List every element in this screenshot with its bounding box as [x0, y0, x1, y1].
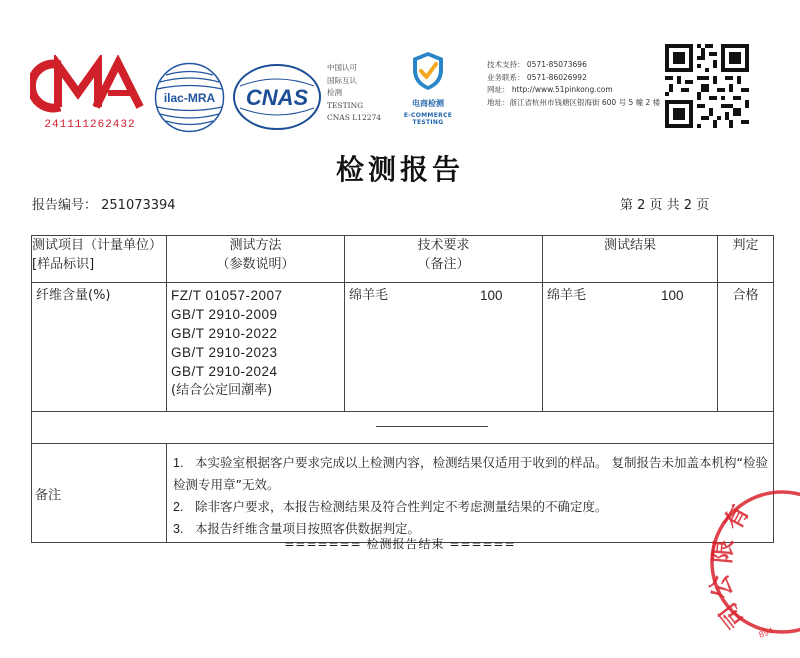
header-requirement — [345, 236, 543, 283]
cell-requirement — [345, 283, 543, 412]
company-seal-icon — [700, 480, 800, 650]
requirement-content — [345, 283, 542, 308]
requirement-fiber-name: 绵羊毛 — [349, 288, 389, 303]
method-note: (结合公定回潮率) — [171, 383, 273, 398]
header-requirement-line2: （备注） — [417, 257, 470, 272]
page-info: 第 2 页 共 2 页 — [620, 198, 710, 213]
method-item: GB/T 2910-2024 — [171, 364, 278, 379]
test-item-text: 纤维含量(%) — [36, 288, 111, 303]
svg-text:公: 公 — [703, 571, 738, 602]
cell-test-item — [32, 283, 167, 412]
header-requirement-line1: 技术要求 — [417, 238, 470, 253]
svg-text:有: 有 — [717, 500, 755, 535]
notes-label: 备注 — [32, 444, 167, 543]
note-item — [173, 496, 769, 518]
cell-result — [543, 283, 718, 412]
result-content — [543, 283, 717, 308]
report-title: 检测报告 — [335, 153, 464, 186]
header-test-item-line2: [样品标识] — [32, 257, 95, 272]
table-header-row — [32, 236, 774, 283]
method-list — [167, 283, 344, 403]
header-test-method — [167, 236, 345, 283]
shield-check-icon — [410, 50, 446, 92]
note-number: 2. — [173, 500, 184, 514]
header-conclusion: 判定 — [718, 236, 774, 283]
website-line: 网址： http://www.51pinkong.com — [487, 85, 613, 94]
cma-number: 241111262432 — [44, 119, 136, 131]
test-results-table — [31, 235, 774, 543]
note-text: 本报告纤维含量项目按照客供数据判定。 — [195, 521, 421, 536]
notes-cell — [167, 444, 774, 543]
notes-row — [32, 444, 774, 543]
method-item: GB/T 2910-2023 — [171, 345, 278, 360]
table-row — [32, 283, 774, 412]
svg-text:894: 894 — [757, 625, 775, 640]
method-item: FZ/T 01057-2007 — [171, 288, 283, 303]
header-test-method-line2: （参数说明） — [216, 257, 295, 272]
report-end-marker: ======= 检测报告结束 ====== — [284, 537, 516, 551]
result-pair — [547, 286, 713, 305]
requirement-pair — [349, 286, 538, 305]
business-contact-line: 业务联系： 0571-86026992 — [487, 72, 587, 82]
separator-cell — [32, 412, 774, 444]
svg-text:限: 限 — [707, 538, 739, 565]
cma-mark-icon — [30, 55, 150, 117]
svg-text:司: 司 — [713, 597, 751, 635]
result-fiber-name: 绵羊毛 — [547, 288, 587, 303]
note-item — [173, 452, 769, 496]
note-text: 本实验室根据客户要求完成以上检测内容，检测结果仅适用于收到的样品。 复制报告未加盖本机构“检验检测专用章”无效。 — [173, 455, 768, 492]
report-number: 报告编号： 251073394 — [32, 198, 176, 213]
ecommerce-testing-en: E-COMMERCE TESTING — [403, 112, 453, 126]
qr-code-icon — [665, 44, 749, 128]
contact-info — [487, 59, 667, 109]
ecommerce-testing-cn: 电商检测 — [412, 99, 444, 108]
note-text: 除非客户要求，本报告检测结果及符合性判定不考虑测量结果的不确定度。 — [195, 499, 608, 514]
method-item: GB/T 2910-2022 — [171, 326, 278, 341]
header-result: 测试结果 — [543, 236, 718, 283]
cert-line: CNAS L12274 — [327, 113, 382, 122]
cert-line: 国际互认 — [327, 75, 357, 85]
cma-logo — [30, 55, 150, 140]
ilac-mra-logo-icon — [152, 60, 227, 135]
separator-line — [376, 426, 488, 427]
requirement-fiber-value: 100 — [480, 288, 503, 303]
separator-row — [32, 412, 774, 444]
certification-text — [327, 62, 397, 125]
header-test-method-line1: 测试方法 — [229, 238, 282, 253]
cert-line: 中国认可 — [327, 63, 357, 72]
cnas-text: CNAS — [245, 85, 309, 110]
cell-conclusion — [718, 283, 774, 412]
conclusion-text: 合格 — [732, 288, 759, 303]
cert-line: 检测 — [327, 88, 342, 97]
note-number: 1. — [173, 456, 184, 470]
cell-test-methods — [167, 283, 345, 412]
cnas-logo-icon — [232, 62, 322, 132]
header-test-item — [32, 236, 167, 283]
cert-line: TESTING — [327, 100, 364, 110]
ecommerce-testing-logo — [388, 50, 468, 130]
tech-support-line: 技术支持： 0571-85073696 — [487, 60, 587, 69]
ilac-text: ilac-MRA — [163, 91, 216, 105]
header-test-item-line1: 测试项目（计量单位） — [32, 238, 163, 253]
result-fiber-value: 100 — [661, 288, 684, 303]
note-number: 3. — [173, 522, 184, 536]
method-item: GB/T 2910-2009 — [171, 307, 278, 322]
address-line: 地址：浙江省杭州市钱塘区银海街 600 号 5 幢 2 楼 — [487, 97, 661, 107]
